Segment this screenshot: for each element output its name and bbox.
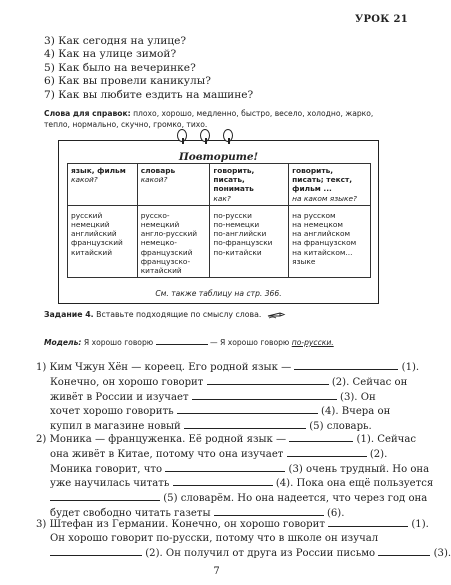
page-number: 7 [213,566,220,577]
answer-blank[interactable] [184,419,306,429]
answer-blank[interactable] [192,390,337,400]
review-table-cell: на русском на немецком на английском на французском на китайском... языке [289,205,371,277]
model-label: Модель: [44,338,82,347]
reference-words-label: Слова для справок: [44,109,131,118]
lesson-header: УРОК 21 [355,14,408,25]
answer-blank[interactable] [165,462,285,472]
review-table-cell: по-русски по-немецки по-английски по-французски по-китайски [210,205,289,277]
review-table-header-cell: словарь какой? [137,164,210,206]
review-table-header-cell: говорить, писать; текст, фильм ... на каком языке? [289,164,371,206]
pen-icon [267,311,287,319]
review-box [58,140,379,304]
review-table-cell: русский немецкий английский французский китайский [68,205,138,277]
model-answer: по-русски. [291,338,334,347]
reference-words-line2: тепло, нормально, скучно, громко, тихо. [44,120,208,129]
review-box-title: Повторите! [178,151,259,163]
answer-blank[interactable] [287,447,367,457]
exercise-1: 1) Ким Чжун Хён — кореец. Его родной язык — (1). Конечно, он хорошо говорит (2). Сейчас он живёт в России и изучает (3). Он хочет хорошо говорить (4). Вчера он купил в магазине новый (5) словарь. [36,362,420,433]
question-item: 6) Как вы провели каникулы? [44,75,211,88]
answer-blank[interactable] [173,476,273,486]
model-right: Я хорошо говорю [220,338,290,347]
review-table-header-cell: говорить, писать, понимать как? [210,164,289,206]
question-item: 3) Как сегодня на улице? [44,35,187,47]
binder-rings-icon [173,129,243,147]
model-left: Я хорошо говорю [83,338,154,347]
answer-blank[interactable] [50,491,160,501]
review-table-body-row [68,205,371,277]
question-list [44,35,253,102]
answer-blank[interactable] [214,506,324,516]
answer-blank[interactable] [289,432,353,442]
answer-blank[interactable] [50,546,142,556]
model-example [44,335,334,347]
answer-blank[interactable] [177,404,318,414]
question-item: 4) Как на улице зимой? [44,48,177,61]
task-heading [44,310,287,319]
reference-words [44,108,416,130]
reference-words-line1: плохо, хорошо, медленно, быстро, весело, холодно, жарко, [133,109,374,118]
review-table-cell: русско- немецкий англо-русский немецко- французский французско- китайский [137,205,210,277]
answer-blank[interactable] [378,546,430,556]
review-table [67,163,371,278]
exercise-2: 2) Моника — француженка. Её родной язык — (1). Сейчас она живёт в Китае, потому что она изучает (2). Моника говорит, что (3) очень трудный. Но она уже научилась читать (4). Пока она ещё пользуется (5) словарём. Но она надеется, что через год она будет свободно читать газеты (6). [36,434,434,519]
answer-blank[interactable] [156,335,208,345]
answer-blank[interactable] [207,375,329,385]
model-dash: — [210,338,218,347]
answer-blank[interactable] [328,517,408,527]
answer-blank[interactable] [294,360,398,370]
task-label: Задание 4. [44,310,94,319]
question-item: 7) Как вы любите ездить на машине? [44,88,254,101]
review-table-header-row [68,164,371,206]
question-item: 5) Как было на вечеринке? [44,61,196,74]
review-table-header-cell: язык, фильм какой? [68,164,138,206]
review-box-footnote: См. также таблицу на стр. 366. [155,289,282,298]
exercise-3: 3) Штефан из Германии. Конечно, он хорошо говорит (1). Он хорошо говорит по-русски, потому что в школе он изучал (2). Он получил от друга из России письмо (3). [36,519,451,559]
task-text: Вставьте подходящие по смыслу слова. [96,310,262,319]
